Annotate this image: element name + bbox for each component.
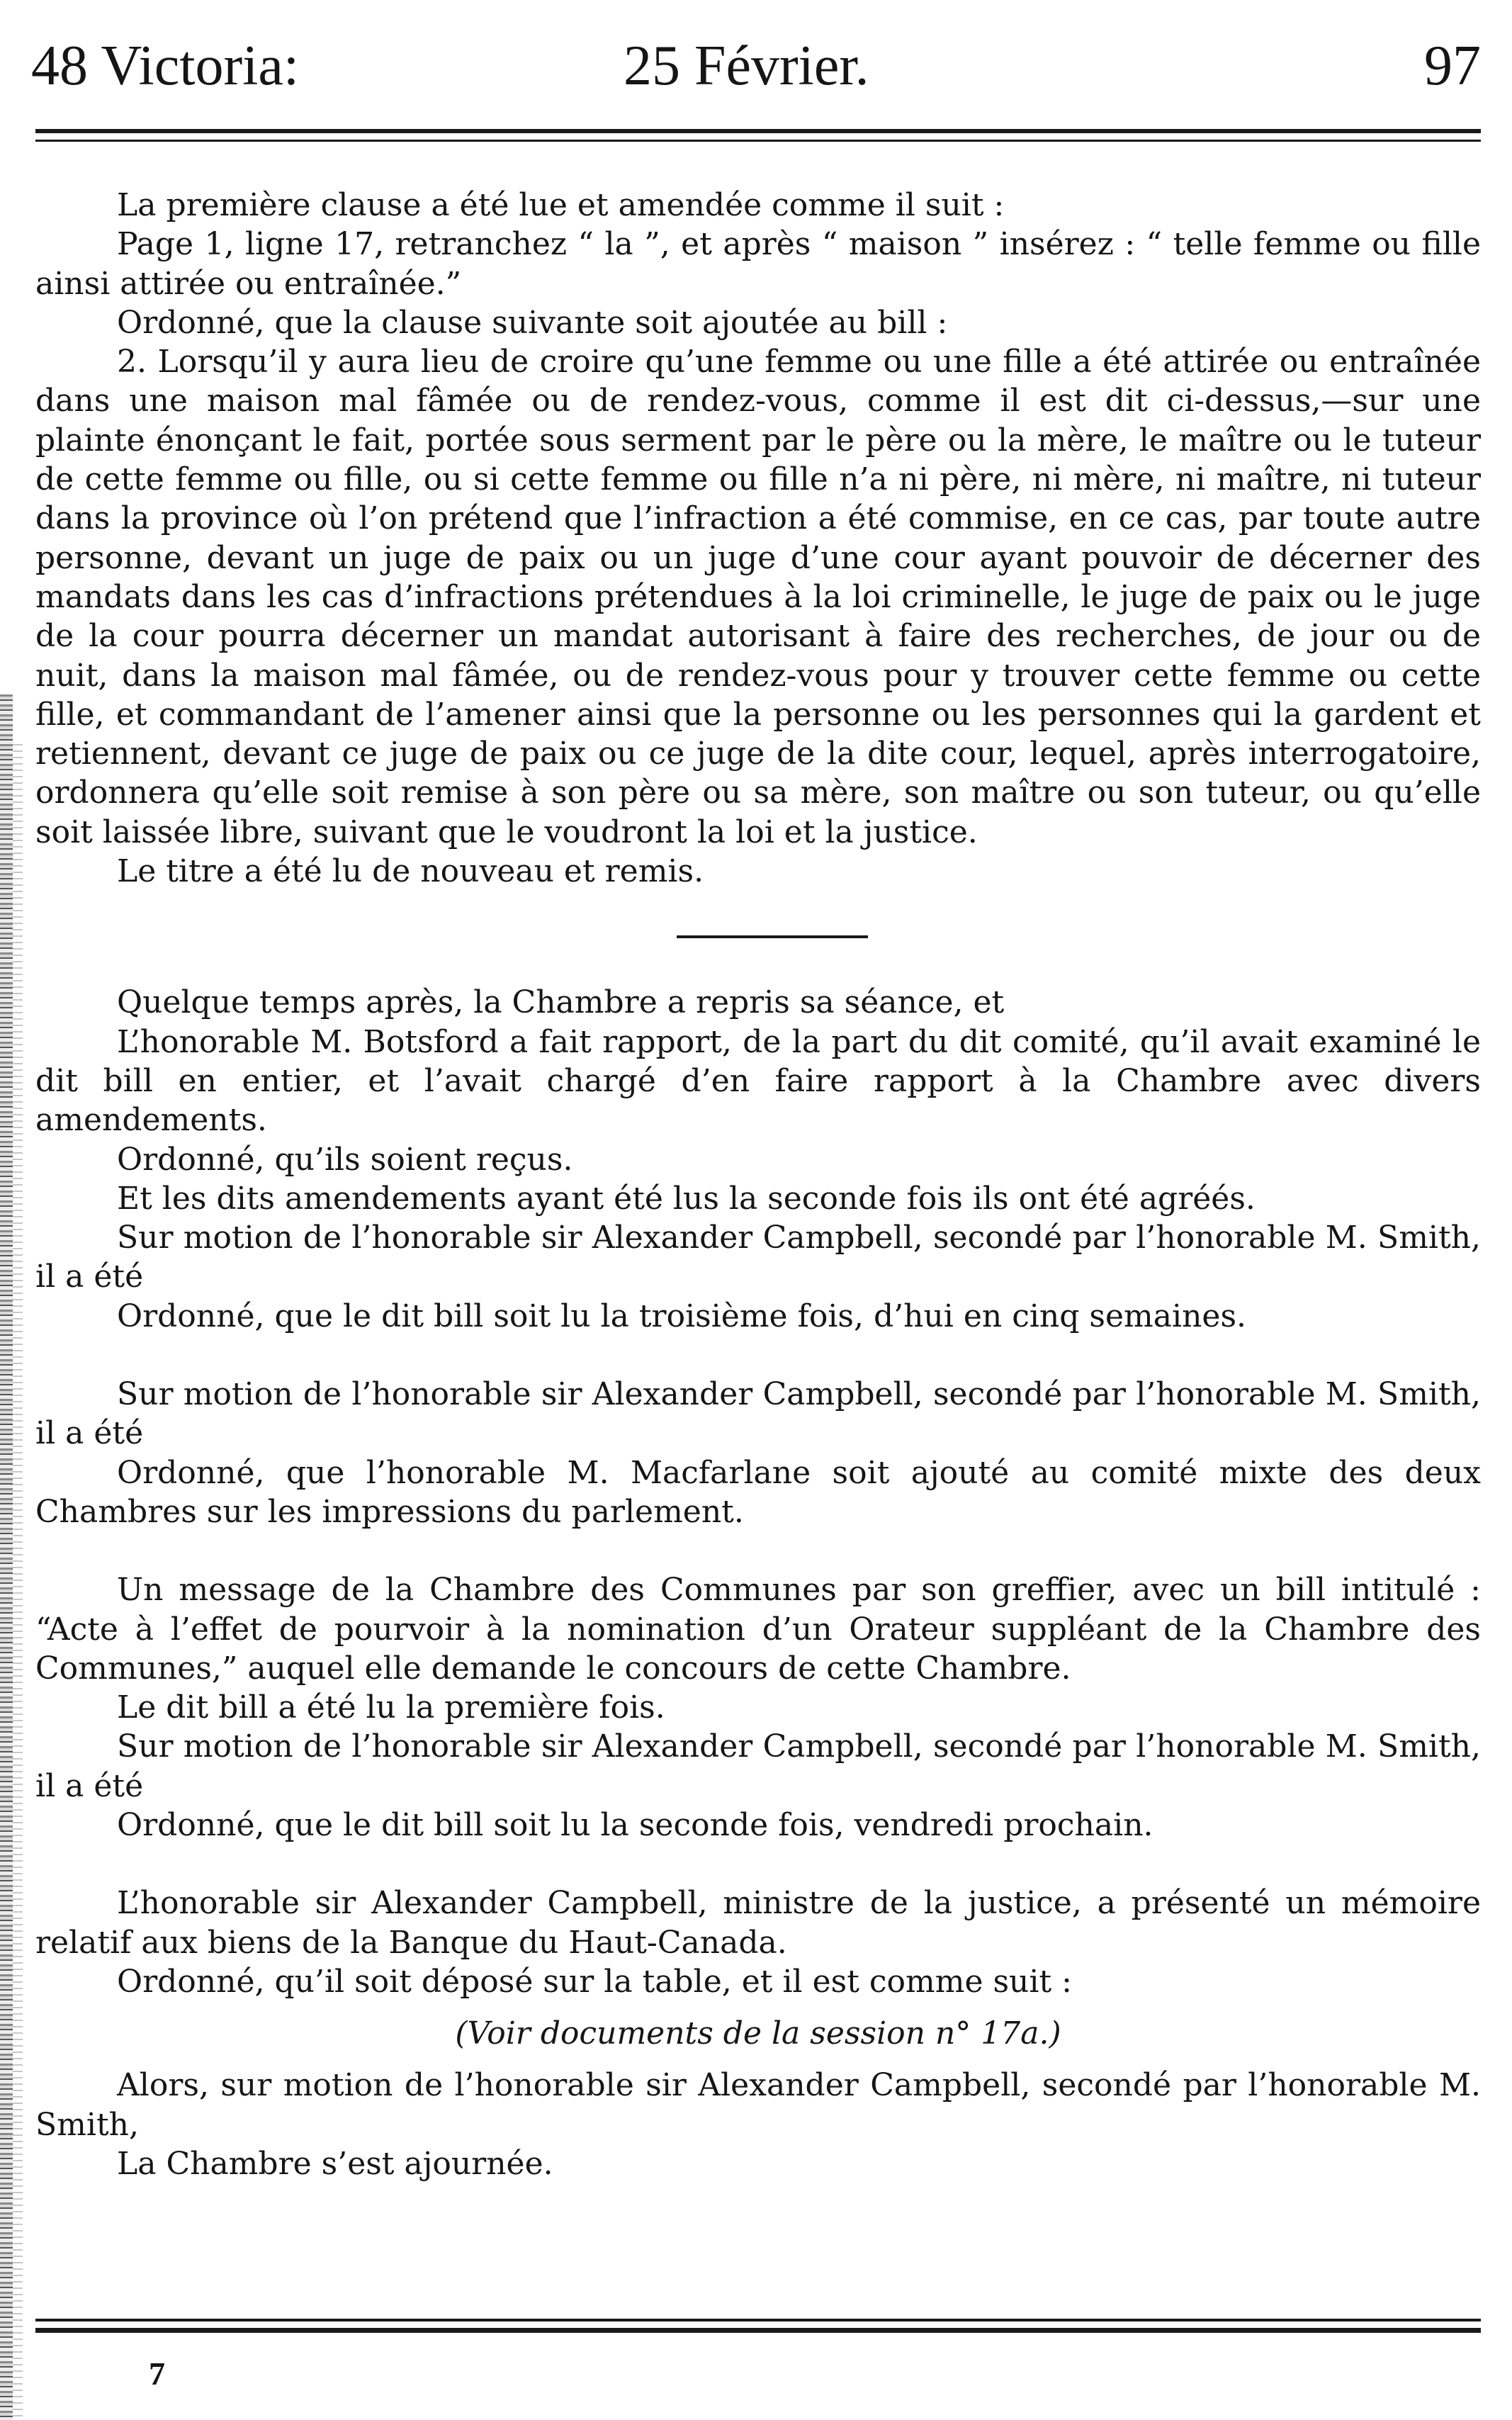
header-rule-thick [35, 129, 1481, 133]
paragraph: L’honorable sir Alexander Campbell, ministre de la justice, a présenté un mémoire relatif aux biens de la Banque du Haut-Canada. [35, 1885, 1481, 1961]
paragraph: Ordonné, qu’il soit déposé sur la table, et il est comme suit : [117, 1963, 1072, 2000]
paragraph: Page 1, ligne 17, retranchez “ la ”, et après “ maison ” insérez : “ telle femme ou fille ainsi attirée ou entraînée.” [35, 226, 1481, 302]
paragraph: La première clause a été lue et amendée comme il suit : [117, 187, 1005, 223]
paragraph: Sur motion de l’honorable sir Alexander Campbell, secondé par l’honorable M. Smith, il a été [35, 1376, 1481, 1452]
paragraph: Quelque temps après, la Chambre a repris sa séance, et [117, 984, 1005, 1021]
paragraph: La Chambre s’est ajournée. [117, 2146, 553, 2183]
document-reference: (Voir documents de la session n° 17a.) [455, 2015, 1061, 2052]
paragraph: Et les dits amendements ayant été lus la seconde fois ils ont été agréés. [117, 1180, 1256, 1217]
footer-rule-thin [35, 2319, 1481, 2321]
paragraph: L’honorable M. Botsford a fait rapport, de la part du dit comité, qu’il avait examiné le dit bill en entier, et l’avait chargé d’en faire rapport à la Chambre avec divers amendements. [35, 1023, 1481, 1139]
header-regnal-year: 48 Victoria: [31, 35, 300, 97]
page-binding-shadow [13, 744, 23, 2420]
page-binding-edge [0, 694, 13, 2420]
running-header [28, 27, 1481, 105]
paragraph: 2. Lorsqu’il y aura lieu de croire qu’une femme ou une fille a été attirée ou entraînée dans une maison mal fâmée ou de rendez-vous, comme il est dit ci-dessus,—sur une plainte énonçant le fait, portée sous serment par le père ou la mère, le maître ou le tuteur de cette femme ou fille, ou si cette femme ou fille n’a ni père, ni mère, ni maître, ni tuteur dans la province où l’on prétend que l’infraction a été commise, en ce cas, par toute autre personne, devant un juge de paix ou un juge d’une cour ayant pouvoir de décerner des mandats dans les cas d’infractions prétendues à la loi criminelle, le juge de paix ou le juge de la cour pourra décerner un mandat autorisant à faire des recherches, de jour ou de nuit, dans la maison mal fâmée, ou de rendez-vous pour y trouver cette femme ou cette fille, et commandant de l’amener ainsi que la personne ou les personnes qui la gardent et retiennent, devant ce juge de paix ou ce juge de la dite cour, lequel, après interrogatoire, ordonnera qu’elle soit remise à son père ou sa mère, son maître ou son tuteur, ou qu’elle soit laissée libre, suivant que le voudront la loi et la justice. [35, 344, 1481, 850]
paragraph: Sur motion de l’honorable sir Alexander Campbell, secondé par l’honorable M. Smith, il a été [35, 1728, 1481, 1804]
header-date: 25 Février. [624, 35, 869, 97]
paragraph: Ordonné, que le dit bill soit lu la troisième fois, d’hui en cinq semaines. [117, 1298, 1247, 1334]
paragraph: Un message de la Chambre des Communes par son greffier, avec un bill intitulé : “Acte à l’effet de pourvoir à la nomination d’un Orateur suppléant de la Chambre des Communes,” auquel elle demande le concours de cette Chambre. [35, 1572, 1481, 1687]
printer-signature-mark: 7 [149, 2356, 165, 2392]
paragraph: Ordonné, que l’honorable M. Macfarlane soit ajouté au comité mixte des deux Chambres sur les impressions du parlement. [35, 1454, 1481, 1530]
paragraph: Le titre a été lu de nouveau et remis. [117, 853, 704, 890]
paragraph: Ordonné, que la clause suivante soit ajoutée au bill : [117, 304, 948, 341]
paragraph: Alors, sur motion de l’honorable sir Alexander Campbell, secondé par l’honorable M. Smith, [35, 2067, 1481, 2143]
paragraph: Le dit bill a été lu la première fois. [117, 1689, 665, 1726]
journal-body [35, 186, 1481, 2183]
footer-rule-thick [35, 2328, 1481, 2333]
paragraph: Ordonné, que le dit bill soit lu la seconde fois, vendredi prochain. [117, 1806, 1153, 1843]
header-rule-thin [35, 140, 1481, 142]
section-separator [677, 935, 868, 938]
paragraph: Ordonné, qu’ils soient reçus. [117, 1141, 573, 1178]
header-page-number: 97 [1424, 35, 1481, 97]
paragraph: Sur motion de l’honorable sir Alexander Campbell, secondé par l’honorable M. Smith, il a été [35, 1220, 1481, 1295]
